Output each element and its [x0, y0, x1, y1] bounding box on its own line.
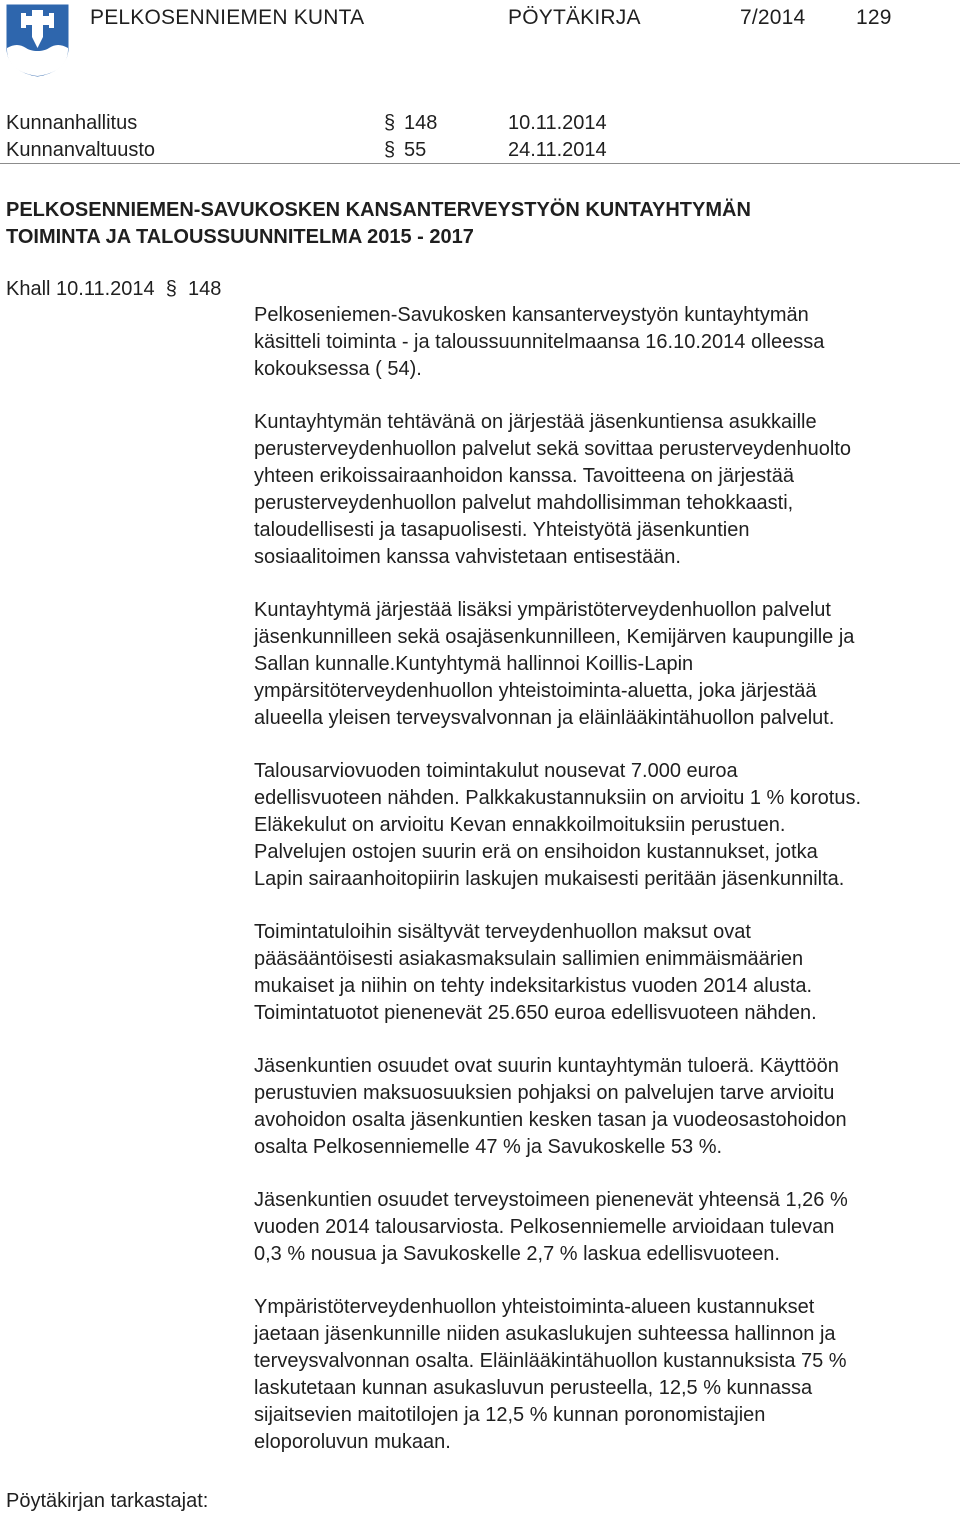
paragraph-line: Talousarviovuoden toimintakulut nousevat 7.000 euroa [254, 760, 738, 782]
khall-reference [6, 276, 221, 302]
paragraph-line: Ympäristöterveydenhuollon yhteistoiminta-alueen kustannukset [254, 1296, 815, 1318]
paragraph-line: terveysvalvonnan osalta. Eläinlääkintähuollon kustannuksista 75 % [254, 1350, 847, 1372]
meeting-section-2: 55 [404, 139, 427, 161]
paragraph-line: Toimintatuloihin sisältyvät terveydenhuollon maksut ovat [254, 921, 751, 943]
paragraph [254, 1294, 960, 1456]
meeting-body-1: Kunnanhallitus [6, 112, 138, 134]
paragraph-line-text: kokouksessa ( 54). [254, 358, 422, 380]
paragraph-line: perusterveydenhuollon palvelut sekä sovittaa perusterveydenhuolto [254, 438, 852, 460]
khall-label: Khall 10.11.2014 [6, 278, 155, 300]
paragraph-line: pääsääntöisesti asiakasmaksulain sallimien enimmäismäärien [254, 948, 804, 970]
meeting-date-1: 10.11.2014 [508, 112, 607, 134]
paragraph-line: osalta Pelkosenniemelle 47 % ja Savukoskelle 53 %. [254, 1136, 723, 1158]
paragraph-line: sijaitsevien maitotilojen ja 12,5 % kunnan poronomistajien [254, 1404, 766, 1426]
section-icon: § [384, 112, 396, 134]
khall-section: 148 [188, 278, 222, 300]
paragraph [254, 919, 960, 1027]
paragraph-line: perusterveydenhuollon palvelut mahdollisimman tehokkaasti, [254, 492, 794, 514]
paragraph-line: eloporoluvun mukaan. [254, 1431, 451, 1453]
paragraph [254, 597, 960, 732]
paragraph-line: sosiaalitoimen kanssa vahvistetaan entisestään. [254, 546, 681, 568]
paragraph [254, 1053, 960, 1161]
header-doc-type: PÖYTÄKIRJA [508, 6, 641, 29]
meeting-date-2: 24.11.2014 [508, 139, 607, 161]
paragraph-line: Palvelujen ostojen suurin erä on ensihoidon kustannukset, jotka [254, 841, 818, 863]
inspectors-label: Pöytäkirjan tarkastajat: [6, 1490, 209, 1512]
paragraph-line [254, 356, 960, 383]
header-issue: 7/2014 [740, 6, 806, 29]
paragraph-line: perustuvien maksuosuuksien pohjaksi on palvelujen tarve arvioitu [254, 1082, 835, 1104]
paragraph-line: käsitteli toiminta - ja taloussuunnitelmaansa 16.10.2014 olleessa [254, 331, 825, 353]
meeting-section-1: 148 [404, 112, 438, 134]
paragraph-line: Kuntayhtymän tehtävänä on järjestää jäsenkuntiensa asukkaille [254, 411, 817, 433]
paragraph-line: 0,3 % nousua ja Savukoskelle 2,7 % laskua edellisvuoteen. [254, 1243, 780, 1265]
paragraph-line: jäsenkunnilleen sekä osajäsenkunnilleen, Kemijärven kaupungille ja [254, 626, 855, 648]
header-page-number: 129 [856, 6, 892, 29]
paragraph [254, 409, 960, 571]
document-title-line-1: PELKOSENNIEMEN-SAVUKOSKEN KANSANTERVEYSTYÖN KUNTAYHTYMÄN [6, 199, 751, 221]
paragraph-line: Jäsenkuntien osuudet terveystoimeen pienenevät yhteensä 1,26 % [254, 1189, 848, 1211]
section-icon: § [160, 278, 183, 300]
paragraph-line: Eläkekulut on arvioitu Kevan ennakkoilmoituksiin perustuen. [254, 814, 786, 836]
paragraph-line: vuoden 2014 talousarviosta. Pelkosenniemelle arvioidaan tulevan [254, 1216, 835, 1238]
paragraph-line: Lapin sairaanhoitopiirin laskujen mukaisesti peritään jäsenkunnilta. [254, 868, 845, 890]
paragraph-line: taloudellisesti ja tasapuolisesti. Yhteistyötä jäsenkuntien [254, 519, 750, 541]
coat-of-arms-logo [6, 4, 69, 77]
paragraph [254, 302, 960, 383]
paragraph-line: edellisvuoteen nähden. Palkkakustannuksiin on arvioitu 1 % korotus. [254, 787, 862, 809]
paragraph-line: Sallan kunnalle.Kuntyhtymä hallinnoi Koillis-Lapin [254, 653, 694, 675]
paragraph-line: Pelkoseniemen-Savukosken kansanterveystyön kuntayhtymän [254, 304, 809, 326]
paragraph-line: yhteen erikoissairaanhoidon kanssa. Tavoitteena on järjestää [254, 465, 794, 487]
paragraph [254, 1187, 960, 1268]
paragraph-line: alueella yleisen terveysvalvonnan ja eläinlääkintähuollon palvelut. [254, 707, 835, 729]
paragraph-line: ympärsitöterveydenhuollon yhteistoiminta-aluetta, joka järjestää [254, 680, 817, 702]
paragraph-line: Jäsenkuntien osuudet ovat suurin kuntayhtymän tuloerä. Käyttöön [254, 1055, 839, 1077]
paragraph-line: Toimintatuotot pienenevät 25.650 euroa edellisvuoteen nähden. [254, 1002, 817, 1024]
paragraph-line: laskutetaan kunnan asukasluvun perusteella, 12,5 % kunnassa [254, 1377, 813, 1399]
paragraph [254, 758, 960, 893]
section-icon: § [384, 139, 396, 161]
paragraph-line: mukaiset ja niihin on tehty indeksitarkistus vuoden 2014 alusta. [254, 975, 813, 997]
minutes-body [254, 302, 960, 1482]
document-title-line-2: TOIMINTA JA TALOUSSUUNNITELMA 2015 - 2017 [6, 226, 474, 248]
meeting-body-2: Kunnanvaltuusto [6, 139, 156, 161]
header-divider [0, 163, 960, 164]
paragraph-line: Kuntayhtymä järjestää lisäksi ympäristöterveydenhuollon palvelut [254, 599, 831, 621]
paragraph-line: jaetaan jäsenkunnille niiden asukaslukujen suhteessa hallinnon ja [254, 1323, 836, 1345]
header-municipality: PELKOSENNIEMEN KUNTA [90, 6, 365, 29]
paragraph-line: avohoidon osalta jäsenkuntien kesken tasan ja vuodeosastohoidon [254, 1109, 847, 1131]
